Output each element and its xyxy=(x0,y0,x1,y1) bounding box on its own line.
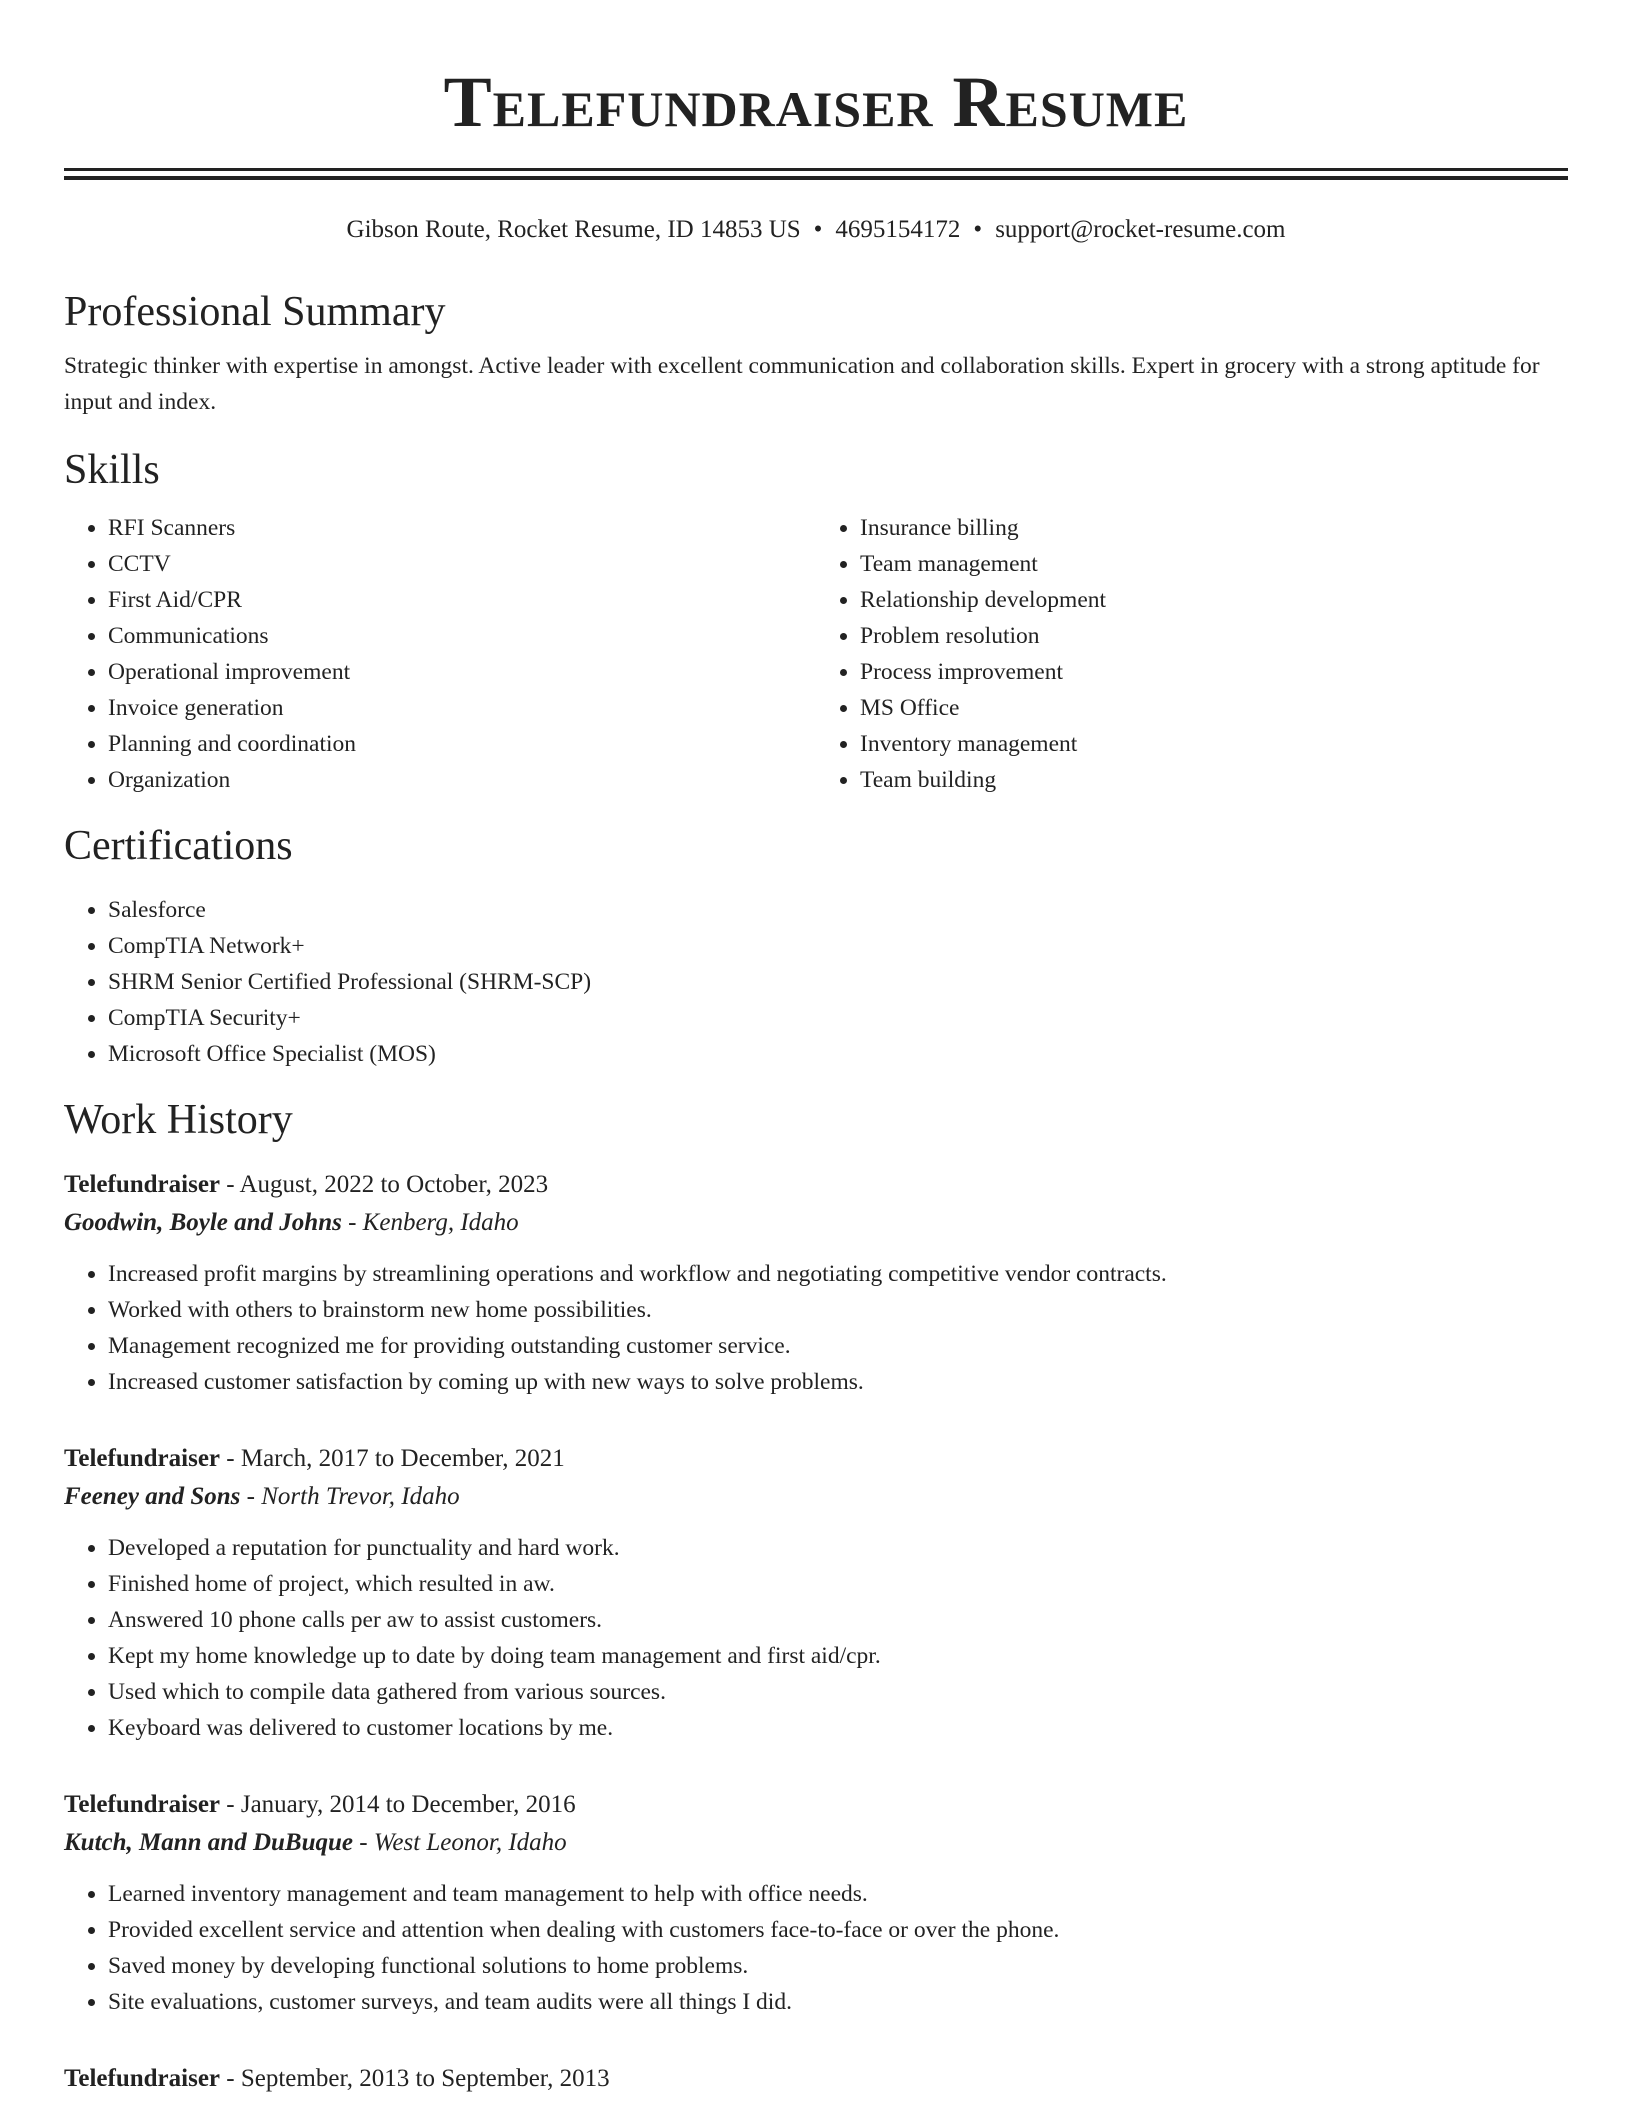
job-role: Telefundraiser xyxy=(64,1171,221,1198)
title-divider-top xyxy=(64,168,1568,171)
skill-item: • First Aid/CPR xyxy=(108,582,816,618)
job-company-line xyxy=(64,1204,1568,1242)
job-title-line xyxy=(64,2060,1568,2098)
job-bullet: • Site evaluations, customer surveys, and team audits were all things I did. xyxy=(108,1984,1568,2020)
job-company: Feeney and Sons xyxy=(64,1483,241,1510)
contact-email: support@rocket-resume.com xyxy=(995,216,1286,243)
job-bullet: • Worked with others to brainstorm new home possibilities. xyxy=(108,1292,1568,1328)
job-entry xyxy=(64,1786,1568,2020)
job-role: Telefundraiser xyxy=(64,1791,221,1818)
summary-heading: Professional Summary xyxy=(64,289,446,335)
job-bullet: • Kept my home knowledge up to date by doing team management and first aid/cpr. xyxy=(108,1638,1568,1674)
skill-item: • Problem resolution xyxy=(860,618,1568,654)
job-entry xyxy=(64,1166,1568,1400)
job-location: - North Trevor, Idaho xyxy=(240,1483,460,1510)
job-entry xyxy=(64,2060,1568,2098)
job-bullet: • Learned inventory management and team management to help with office needs. xyxy=(108,1876,1568,1912)
job-location: - Kenberg, Idaho xyxy=(341,1209,519,1236)
job-dates: - August, 2022 to October, 2023 xyxy=(220,1171,549,1198)
job-bullet: • Provided excellent service and attention when dealing with customers face-to-face or over the phone. xyxy=(108,1912,1568,1948)
job-bullet: • Increased customer satisfaction by coming up with new ways to solve problems. xyxy=(108,1364,1568,1400)
skill-item: • Team building xyxy=(860,762,1568,798)
skill-item: • Invoice generation xyxy=(108,690,816,726)
job-dates: - September, 2013 to September, 2013 xyxy=(220,2065,610,2092)
job-role: Telefundraiser xyxy=(64,2065,221,2092)
skills-heading: Skills xyxy=(64,447,160,493)
job-title-line xyxy=(64,1440,1568,1478)
job-bullet: • Saved money by developing functional solutions to home problems. xyxy=(108,1948,1568,1984)
job-bullet: • Developed a reputation for punctuality and hard work. xyxy=(108,1530,1568,1566)
skills-list-right xyxy=(816,510,1568,798)
skill-item: • MS Office xyxy=(860,690,1568,726)
certifications-heading: Certifications xyxy=(64,823,293,869)
skill-item: • Operational improvement xyxy=(108,654,816,690)
job-company: Goodwin, Boyle and Johns xyxy=(64,1209,342,1236)
skill-item: • CCTV xyxy=(108,546,816,582)
certification-item: • CompTIA Security+ xyxy=(108,1000,1568,1036)
skill-item: • Insurance billing xyxy=(860,510,1568,546)
job-bullet: • Used which to compile data gathered from various sources. xyxy=(108,1674,1568,1710)
certification-item: • Salesforce xyxy=(108,892,1568,928)
certification-item: • Microsoft Office Specialist (MOS) xyxy=(108,1036,1568,1072)
job-bullets xyxy=(64,1530,1568,1746)
page-title: Telefundraiser Resume xyxy=(443,62,1189,142)
work-history-heading: Work History xyxy=(64,1097,293,1143)
job-dates: - January, 2014 to December, 2016 xyxy=(220,1791,576,1818)
job-bullet: • Answered 10 phone calls per aw to assist customers. xyxy=(108,1602,1568,1638)
contact-line xyxy=(64,214,1568,246)
job-entry xyxy=(64,1440,1568,1746)
job-bullet: • Finished home of project, which resulted in aw. xyxy=(108,1566,1568,1602)
skill-item: • Planning and coordination xyxy=(108,726,816,762)
certification-item: • SHRM Senior Certified Professional (SHRM-SCP) xyxy=(108,964,1568,1000)
summary-text: Strategic thinker with expertise in amongst. Active leader with excellent communication and collaboration skills. Expert in grocery with a strong aptitude for input and index. xyxy=(64,353,1540,415)
contact-address: Gibson Route, Rocket Resume, ID 14853 US xyxy=(346,216,801,243)
skill-item: • Communications xyxy=(108,618,816,654)
job-role: Telefundraiser xyxy=(64,1445,221,1472)
resume-page xyxy=(64,0,1568,2098)
job-title-line xyxy=(64,1166,1568,1204)
contact-phone: 4695154172 xyxy=(835,216,961,243)
job-company: Kutch, Mann and DuBuque xyxy=(64,1829,354,1856)
contact-separator: • xyxy=(973,216,983,243)
job-company-line xyxy=(64,1824,1568,1862)
skills-list-left xyxy=(64,510,816,798)
job-title-line xyxy=(64,1786,1568,1824)
job-bullet: • Increased profit margins by streamlining operations and workflow and negotiating competitive vendor contracts. xyxy=(108,1256,1568,1292)
job-bullet: • Management recognized me for providing outstanding customer service. xyxy=(108,1328,1568,1364)
skill-item: • RFI Scanners xyxy=(108,510,816,546)
job-location: - West Leonor, Idaho xyxy=(353,1829,567,1856)
certifications-list xyxy=(64,892,1568,1072)
skill-item: • Relationship development xyxy=(860,582,1568,618)
job-bullets xyxy=(64,1876,1568,2020)
skill-item: • Organization xyxy=(108,762,816,798)
skill-item: • Process improvement xyxy=(860,654,1568,690)
job-bullets xyxy=(64,1256,1568,1400)
job-company-line xyxy=(64,1478,1568,1516)
job-bullet: • Keyboard was delivered to customer locations by me. xyxy=(108,1710,1568,1746)
contact-separator: • xyxy=(813,216,823,243)
job-dates: - March, 2017 to December, 2021 xyxy=(220,1445,565,1472)
title-divider-bottom xyxy=(64,176,1568,180)
skill-item: • Team management xyxy=(860,546,1568,582)
skill-item: • Inventory management xyxy=(860,726,1568,762)
skills-columns xyxy=(64,510,1568,798)
certification-item: • CompTIA Network+ xyxy=(108,928,1568,964)
